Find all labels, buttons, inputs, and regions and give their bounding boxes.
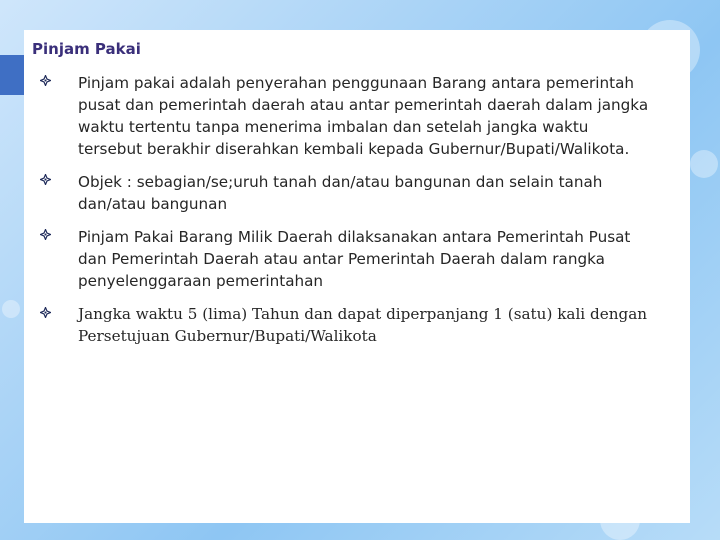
background-bokeh	[690, 150, 718, 178]
bullet-text: Objek : sebagian/se;uruh tanah dan/atau bangunan dan selain tanah dan/atau bangunan	[78, 173, 603, 213]
slide-title: Pinjam Pakai	[32, 40, 141, 58]
diamond-four-leaf-icon	[40, 174, 51, 185]
diamond-four-leaf-icon	[40, 307, 51, 318]
background-bokeh	[2, 300, 20, 318]
list-item	[40, 226, 655, 292]
diamond-four-leaf-icon	[40, 75, 51, 86]
diamond-four-leaf-icon	[40, 229, 51, 240]
bullet-text: Pinjam pakai adalah penyerahan penggunaan Barang antara pemerintah pusat dan pemerintah daerah atau antar pemerintah daerah dalam jangka waktu tertentu tanpa menerima imbalan dan setelah jangka waktu tersebut berakhir diserahkan kembali kepada Gubernur/Bupati/Walikota.	[78, 74, 649, 158]
list-item	[40, 171, 655, 215]
list-item	[40, 72, 655, 160]
bullet-text: Jangka waktu 5 (lima) Tahun dan dapat diperpanjang 1 (satu) kali dengan Persetujuan Gubernur/Bupati/Walikota	[78, 305, 648, 345]
bullet-text: Pinjam Pakai Barang Milik Daerah dilaksanakan antara Pemerintah Pusat dan Pemerintah Daerah atau antar Pemerintah Daerah dalam rangka penyelenggaraan pemerintahan	[78, 228, 631, 290]
bullet-list	[40, 72, 655, 358]
title-accent-bar	[0, 55, 24, 95]
list-item	[40, 303, 655, 347]
